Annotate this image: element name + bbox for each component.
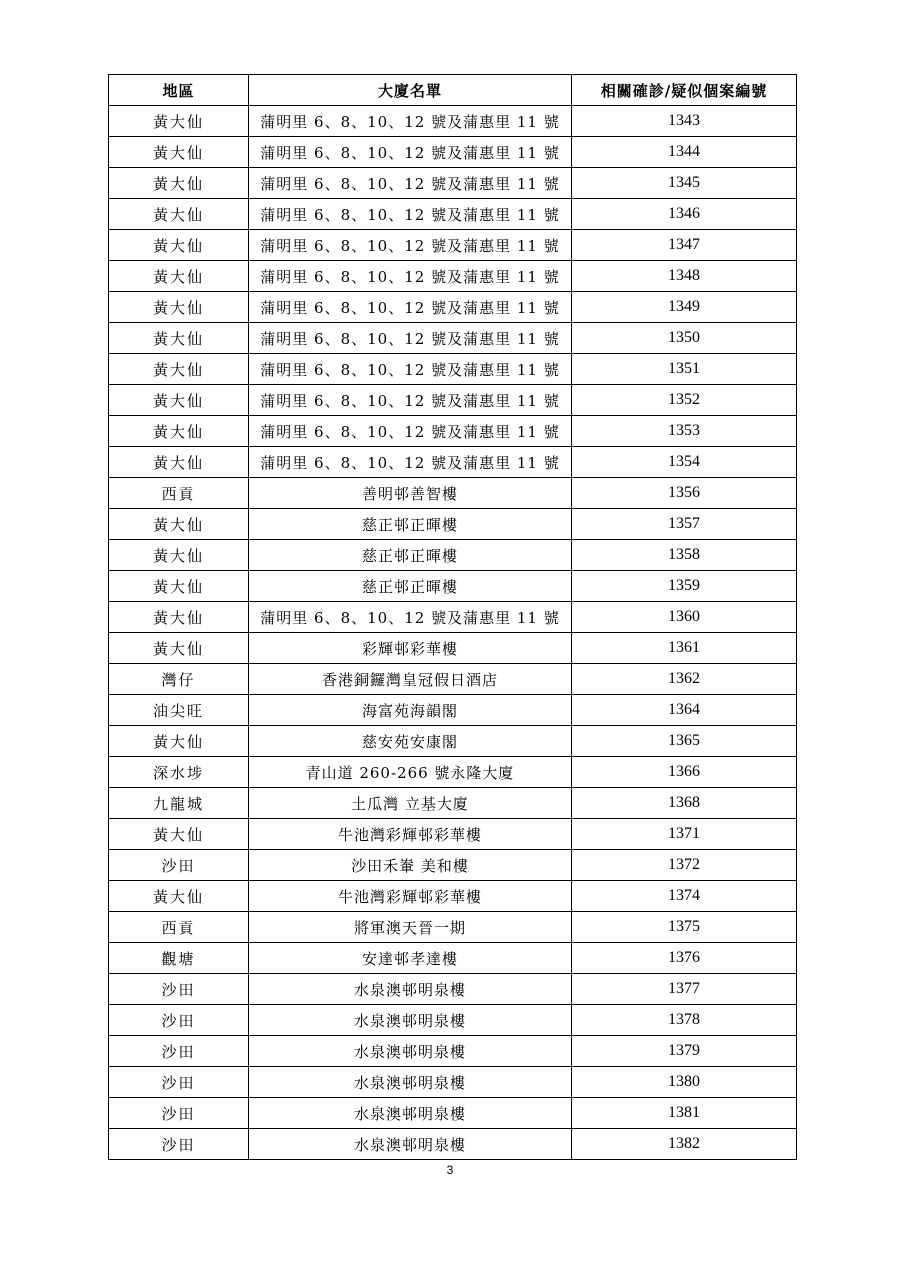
building-name-cell: 蒲明里 6、8、10、12 號及蒲惠里 11 號	[249, 323, 572, 354]
district-cell: 觀塘	[109, 943, 249, 974]
district-cell: 沙田	[109, 1067, 249, 1098]
building-name-cell: 香港銅鑼灣皇冠假日酒店	[249, 664, 572, 695]
header-case-number: 相關確診/疑似個案編號	[572, 75, 797, 106]
building-name-cell: 慈正邨正暉樓	[249, 509, 572, 540]
case-number-cell: 1349	[572, 292, 797, 323]
case-number-cell: 1353	[572, 416, 797, 447]
case-number-cell: 1379	[572, 1036, 797, 1067]
building-name-cell: 水泉澳邨明泉樓	[249, 1036, 572, 1067]
case-number-cell: 1358	[572, 540, 797, 571]
case-number-cell: 1352	[572, 385, 797, 416]
building-name-cell: 蒲明里 6、8、10、12 號及蒲惠里 11 號	[249, 385, 572, 416]
district-cell: 西貢	[109, 478, 249, 509]
district-cell: 黃大仙	[109, 509, 249, 540]
table-row	[109, 571, 797, 602]
case-number-cell: 1347	[572, 230, 797, 261]
district-cell: 沙田	[109, 1129, 249, 1160]
table-row	[109, 695, 797, 726]
building-name-cell: 蒲明里 6、8、10、12 號及蒲惠里 11 號	[249, 416, 572, 447]
district-cell: 深水埗	[109, 757, 249, 788]
case-number-cell: 1376	[572, 943, 797, 974]
district-cell: 灣仔	[109, 664, 249, 695]
case-number-cell: 1377	[572, 974, 797, 1005]
case-number-cell: 1378	[572, 1005, 797, 1036]
district-cell: 黃大仙	[109, 137, 249, 168]
table-row	[109, 757, 797, 788]
district-cell: 黃大仙	[109, 726, 249, 757]
building-name-cell: 將軍澳天晉一期	[249, 912, 572, 943]
table-row	[109, 323, 797, 354]
table-row	[109, 602, 797, 633]
table-row	[109, 137, 797, 168]
case-number-cell: 1359	[572, 571, 797, 602]
table-row	[109, 788, 797, 819]
table-row	[109, 354, 797, 385]
building-list-table	[108, 74, 797, 1160]
table-row	[109, 230, 797, 261]
case-number-cell: 1356	[572, 478, 797, 509]
building-name-cell: 蒲明里 6、8、10、12 號及蒲惠里 11 號	[249, 106, 572, 137]
header-building: 大廈名單	[249, 75, 572, 106]
building-name-cell: 蒲明里 6、8、10、12 號及蒲惠里 11 號	[249, 602, 572, 633]
district-cell: 黃大仙	[109, 819, 249, 850]
case-number-cell: 1368	[572, 788, 797, 819]
building-name-cell: 彩輝邨彩華樓	[249, 633, 572, 664]
case-number-cell: 1350	[572, 323, 797, 354]
building-name-cell: 蒲明里 6、8、10、12 號及蒲惠里 11 號	[249, 292, 572, 323]
case-number-cell: 1382	[572, 1129, 797, 1160]
building-name-cell: 蒲明里 6、8、10、12 號及蒲惠里 11 號	[249, 199, 572, 230]
building-name-cell: 蒲明里 6、8、10、12 號及蒲惠里 11 號	[249, 354, 572, 385]
district-cell: 西貢	[109, 912, 249, 943]
table-row	[109, 664, 797, 695]
district-cell: 黃大仙	[109, 540, 249, 571]
district-cell: 沙田	[109, 850, 249, 881]
building-name-cell: 水泉澳邨明泉樓	[249, 974, 572, 1005]
district-cell: 黃大仙	[109, 602, 249, 633]
table-row	[109, 912, 797, 943]
district-cell: 九龍城	[109, 788, 249, 819]
case-number-cell: 1366	[572, 757, 797, 788]
district-cell: 油尖旺	[109, 695, 249, 726]
table-row	[109, 447, 797, 478]
district-cell: 黃大仙	[109, 571, 249, 602]
table-row	[109, 633, 797, 664]
case-number-cell: 1361	[572, 633, 797, 664]
table-row	[109, 261, 797, 292]
building-name-cell: 慈正邨正暉樓	[249, 540, 572, 571]
case-number-cell: 1346	[572, 199, 797, 230]
case-number-cell: 1365	[572, 726, 797, 757]
case-number-cell: 1380	[572, 1067, 797, 1098]
building-name-cell: 水泉澳邨明泉樓	[249, 1067, 572, 1098]
district-cell: 黃大仙	[109, 261, 249, 292]
case-number-cell: 1360	[572, 602, 797, 633]
table-row	[109, 199, 797, 230]
table-row	[109, 1067, 797, 1098]
district-cell: 沙田	[109, 1036, 249, 1067]
building-name-cell: 牛池灣彩輝邨彩華樓	[249, 881, 572, 912]
district-cell: 黃大仙	[109, 292, 249, 323]
district-cell: 沙田	[109, 1098, 249, 1129]
building-name-cell: 沙田禾輋 美和樓	[249, 850, 572, 881]
district-cell: 黃大仙	[109, 416, 249, 447]
table-row	[109, 540, 797, 571]
table-row	[109, 509, 797, 540]
building-name-cell: 土瓜灣 立基大廈	[249, 788, 572, 819]
district-cell: 沙田	[109, 1005, 249, 1036]
table-row	[109, 168, 797, 199]
table-row	[109, 1036, 797, 1067]
page-number: 3	[446, 1163, 454, 1177]
building-name-cell: 善明邨善智樓	[249, 478, 572, 509]
table-row	[109, 1005, 797, 1036]
building-name-cell: 海富苑海韻閣	[249, 695, 572, 726]
building-name-cell: 牛池灣彩輝邨彩華樓	[249, 819, 572, 850]
building-name-cell: 水泉澳邨明泉樓	[249, 1098, 572, 1129]
building-name-cell: 青山道 260-266 號永隆大廈	[249, 757, 572, 788]
case-number-cell: 1351	[572, 354, 797, 385]
table-row	[109, 850, 797, 881]
table-body	[109, 106, 797, 1160]
building-name-cell: 蒲明里 6、8、10、12 號及蒲惠里 11 號	[249, 168, 572, 199]
table-row	[109, 1098, 797, 1129]
district-cell: 黃大仙	[109, 168, 249, 199]
table-row	[109, 292, 797, 323]
case-number-cell: 1371	[572, 819, 797, 850]
building-name-cell: 蒲明里 6、8、10、12 號及蒲惠里 11 號	[249, 230, 572, 261]
case-number-cell: 1374	[572, 881, 797, 912]
table-row	[109, 106, 797, 137]
district-cell: 黃大仙	[109, 230, 249, 261]
district-cell: 黃大仙	[109, 385, 249, 416]
case-number-cell: 1372	[572, 850, 797, 881]
table-row	[109, 819, 797, 850]
building-name-cell: 蒲明里 6、8、10、12 號及蒲惠里 11 號	[249, 261, 572, 292]
district-cell: 黃大仙	[109, 106, 249, 137]
building-name-cell: 蒲明里 6、8、10、12 號及蒲惠里 11 號	[249, 137, 572, 168]
building-name-cell: 慈正邨正暉樓	[249, 571, 572, 602]
table-header	[109, 75, 797, 106]
building-name-cell: 慈安苑安康閣	[249, 726, 572, 757]
case-number-cell: 1345	[572, 168, 797, 199]
table-row	[109, 943, 797, 974]
table-row	[109, 974, 797, 1005]
table-row	[109, 726, 797, 757]
district-cell: 黃大仙	[109, 881, 249, 912]
table-row	[109, 385, 797, 416]
case-number-cell: 1348	[572, 261, 797, 292]
case-number-cell: 1343	[572, 106, 797, 137]
district-cell: 黃大仙	[109, 354, 249, 385]
building-name-cell: 安達邨孝達樓	[249, 943, 572, 974]
table-row	[109, 416, 797, 447]
header-district: 地區	[109, 75, 249, 106]
case-number-cell: 1354	[572, 447, 797, 478]
case-number-cell: 1344	[572, 137, 797, 168]
case-number-cell: 1362	[572, 664, 797, 695]
case-number-cell: 1364	[572, 695, 797, 726]
district-cell: 黃大仙	[109, 199, 249, 230]
table-row	[109, 478, 797, 509]
district-cell: 黃大仙	[109, 633, 249, 664]
district-cell: 黃大仙	[109, 323, 249, 354]
building-name-cell: 水泉澳邨明泉樓	[249, 1129, 572, 1160]
table-row	[109, 881, 797, 912]
header-row	[109, 75, 797, 106]
case-number-cell: 1381	[572, 1098, 797, 1129]
case-number-cell: 1357	[572, 509, 797, 540]
case-number-cell: 1375	[572, 912, 797, 943]
building-name-cell: 水泉澳邨明泉樓	[249, 1005, 572, 1036]
table-row	[109, 1129, 797, 1160]
district-cell: 沙田	[109, 974, 249, 1005]
district-cell: 黃大仙	[109, 447, 249, 478]
building-name-cell: 蒲明里 6、8、10、12 號及蒲惠里 11 號	[249, 447, 572, 478]
